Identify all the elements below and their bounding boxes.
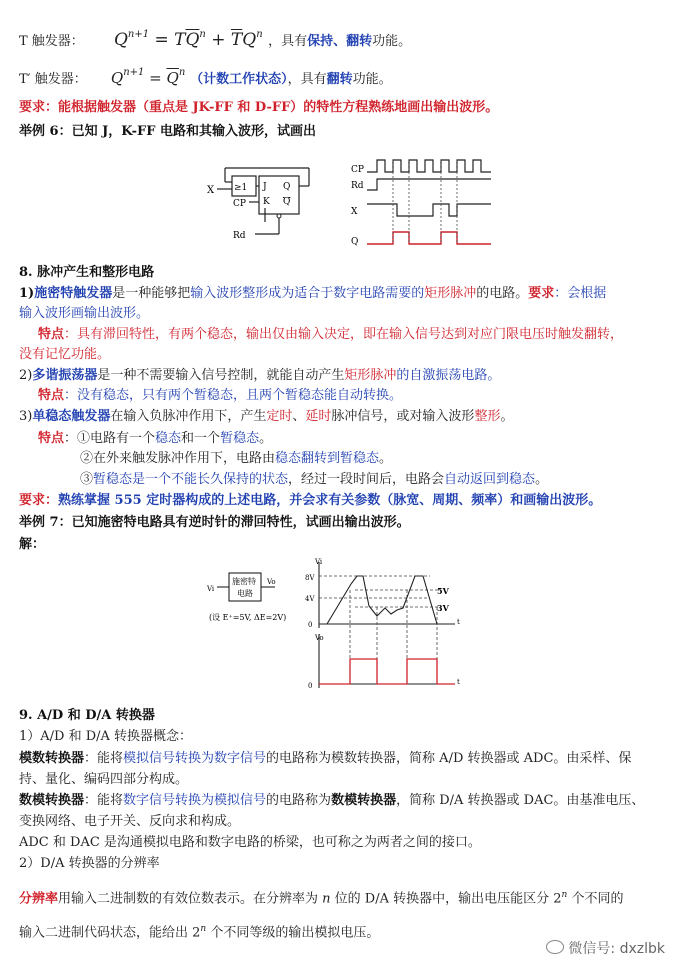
- jk-k-label: K: [263, 197, 270, 207]
- axis-vo-label: Vo: [315, 634, 324, 642]
- schmitt-box-line-1: 施密特: [232, 577, 256, 586]
- jk-j-label: J: [263, 182, 267, 192]
- v4-label: 4V: [305, 595, 315, 603]
- requirement-1: 要求：能根据触发器（重点是 JK-FF 和 D-FF）的特性方程熟练地画出输出波形。: [19, 100, 499, 115]
- dac-line-2: 变换网络、电子开关、反向求和构成。: [19, 814, 241, 829]
- v5-label: 5V: [437, 586, 449, 596]
- t-ff-line: T 触发器： $Q^{n+1} = T\overline{Q}^n + \overline{T}Q^n$ ，具有保持、翻转功能。: [19, 29, 412, 50]
- zero-label-2: 0: [308, 682, 313, 690]
- zero-label-1: 0: [308, 621, 313, 629]
- schmitt-vo-label: Vo: [267, 578, 276, 586]
- wave-cp: [367, 160, 491, 172]
- v8-label: 8V: [305, 574, 315, 582]
- section-9-title: 9. A/D 和 D/A 转换器: [19, 708, 155, 723]
- monostable-feature-3: ③暂稳态是一个不能长久保持的状态，经过一段时间后，电路会自动返回到稳态。: [80, 472, 549, 487]
- t-label-1: t: [457, 618, 460, 626]
- schmitt-feature-line-2: 没有记忆功能。: [19, 347, 111, 362]
- wechat-icon: [546, 940, 564, 954]
- multivibrator-feature: 特点：没有稳态，只有两个暂稳态，且两个暂稳态能自动转换。: [38, 388, 403, 403]
- jk-x-label: X: [207, 185, 215, 196]
- wave-rd-label: Rd: [351, 181, 364, 191]
- resolution-heading: 2）D/A 转换器的分辨率: [19, 856, 160, 871]
- schmitt-line-1: 1)施密特触发器是一种能够把输入波形整形成为适合于数字电路需要的矩形脉冲的电路。要求：会根据: [19, 286, 607, 301]
- wave-rd: [367, 179, 491, 190]
- dac-line-1: 数模转换器：能将数字信号转换为模拟信号的电路称为数模转换器，简称 D/A 转换器或 DAC。由基准电压、: [19, 793, 645, 808]
- ad-da-concept: 1）A/D 和 D/A 转换器概念：: [19, 729, 193, 744]
- v3-label: 3V: [437, 603, 449, 613]
- jk-qbar-label: Q: [283, 197, 291, 207]
- t-label-2: t: [457, 678, 460, 686]
- wechat-watermark: 微信号: dxzlbk: [546, 938, 665, 958]
- vi-waveform: [327, 576, 437, 624]
- resolution-line-2: 输入二进制代码状态，能给出 2$^n$ 个不同等级的输出模拟电压。: [19, 924, 380, 941]
- wave-cp-label: CP: [351, 165, 364, 175]
- axis-vi-label: Vi: [315, 558, 323, 566]
- t-ff-label: T 触发器：: [19, 34, 84, 49]
- schmitt-params: (设 E⁺=5V, ΔE=2V): [209, 613, 287, 622]
- monostable-line: 3)单稳态触发器在输入负脉冲作用下，产生定时、延时脉冲信号，或对输入波形整形。: [19, 409, 514, 424]
- jk-rd-label: Rd: [233, 231, 246, 241]
- schmitt-box-line-2: 电路: [237, 589, 253, 598]
- schmitt-diagram: [205, 556, 470, 696]
- adc-line-2: 持、量化、编码四部分构成。: [19, 772, 189, 787]
- t-ff-formula: $Q^{n+1} = T\overline{Q}^n + \overline{T}Q^n$: [113, 29, 263, 50]
- example-7: 举例 7：已知施密特电路具有逆时针的滞回特性，试画出输出波形。: [19, 515, 410, 530]
- wave-x-label: X: [351, 207, 358, 217]
- jk-ff-diagram: [205, 152, 535, 252]
- resolution-line-1: 分辨率用输入二进制数的有效位数表示。在分辨率为 n 位的 D/A 转换器中，输出电压能区分 2$^n$ 个不同的: [19, 890, 624, 907]
- tp-ff-line: T′ 触发器： $Q^{n+1} = \overline{Q}^n$ （计数工作状态），具有翻转功能。: [19, 67, 392, 87]
- section-8-title: 8. 脉冲产生和整形电路: [19, 265, 155, 280]
- jk-or-gate-label: ≥1: [234, 183, 248, 193]
- tp-ff-formula: $Q^{n+1} = \overline{Q}^n$: [110, 67, 186, 87]
- adc-line-1: 模数转换器：能将模拟信号转换为数字信号的电路称为模数转换器，简称 A/D 转换器或 ADC。由采样、保: [19, 751, 632, 766]
- solution-label: 解：: [19, 537, 46, 552]
- schmitt-vi-label: Vi: [207, 585, 215, 593]
- schmitt-line-2: 输入波形画输出波形。: [19, 306, 150, 321]
- vo-waveform: [319, 659, 455, 684]
- schmitt-feature-line-1: 特点：具有滞回特性，有两个稳态，输出仅由输入决定，即在输入信号达到对应门限电压时触发翻转，: [38, 327, 624, 342]
- monostable-feature-2: ②在外来触发脉冲作用下，电路由稳态翻转到暂稳态。: [80, 451, 393, 466]
- requirement-2: 要求：熟练掌握 555 定时器构成的上述电路，并会求有关参数（脉宽、周期、频率）和画输出波形。: [19, 493, 602, 508]
- example-6: 举例 6：已知 J，K-FF 电路和其输入波形，试画出: [19, 124, 316, 139]
- wave-x: [367, 204, 491, 216]
- wave-q-label: Q: [351, 237, 359, 247]
- multivibrator-line: 2)多谐振荡器是一种不需要输入信号控制，就能自动产生矩形脉冲的自激振荡电路。: [19, 368, 501, 383]
- jk-q-label: Q: [283, 182, 291, 192]
- monostable-feature-1: 特点：①电路有一个稳态和一个暂稳态。: [38, 431, 273, 446]
- counting-state-note: （计数工作状态）: [190, 72, 288, 87]
- wave-q: [367, 232, 491, 244]
- bridge-line: ADC 和 DAC 是沟通模拟电路和数字电路的桥梁，也可称之为两者之间的接口。: [19, 835, 481, 850]
- jk-cp-label: CP: [233, 199, 246, 209]
- tp-ff-label: T′ 触发器：: [19, 72, 87, 87]
